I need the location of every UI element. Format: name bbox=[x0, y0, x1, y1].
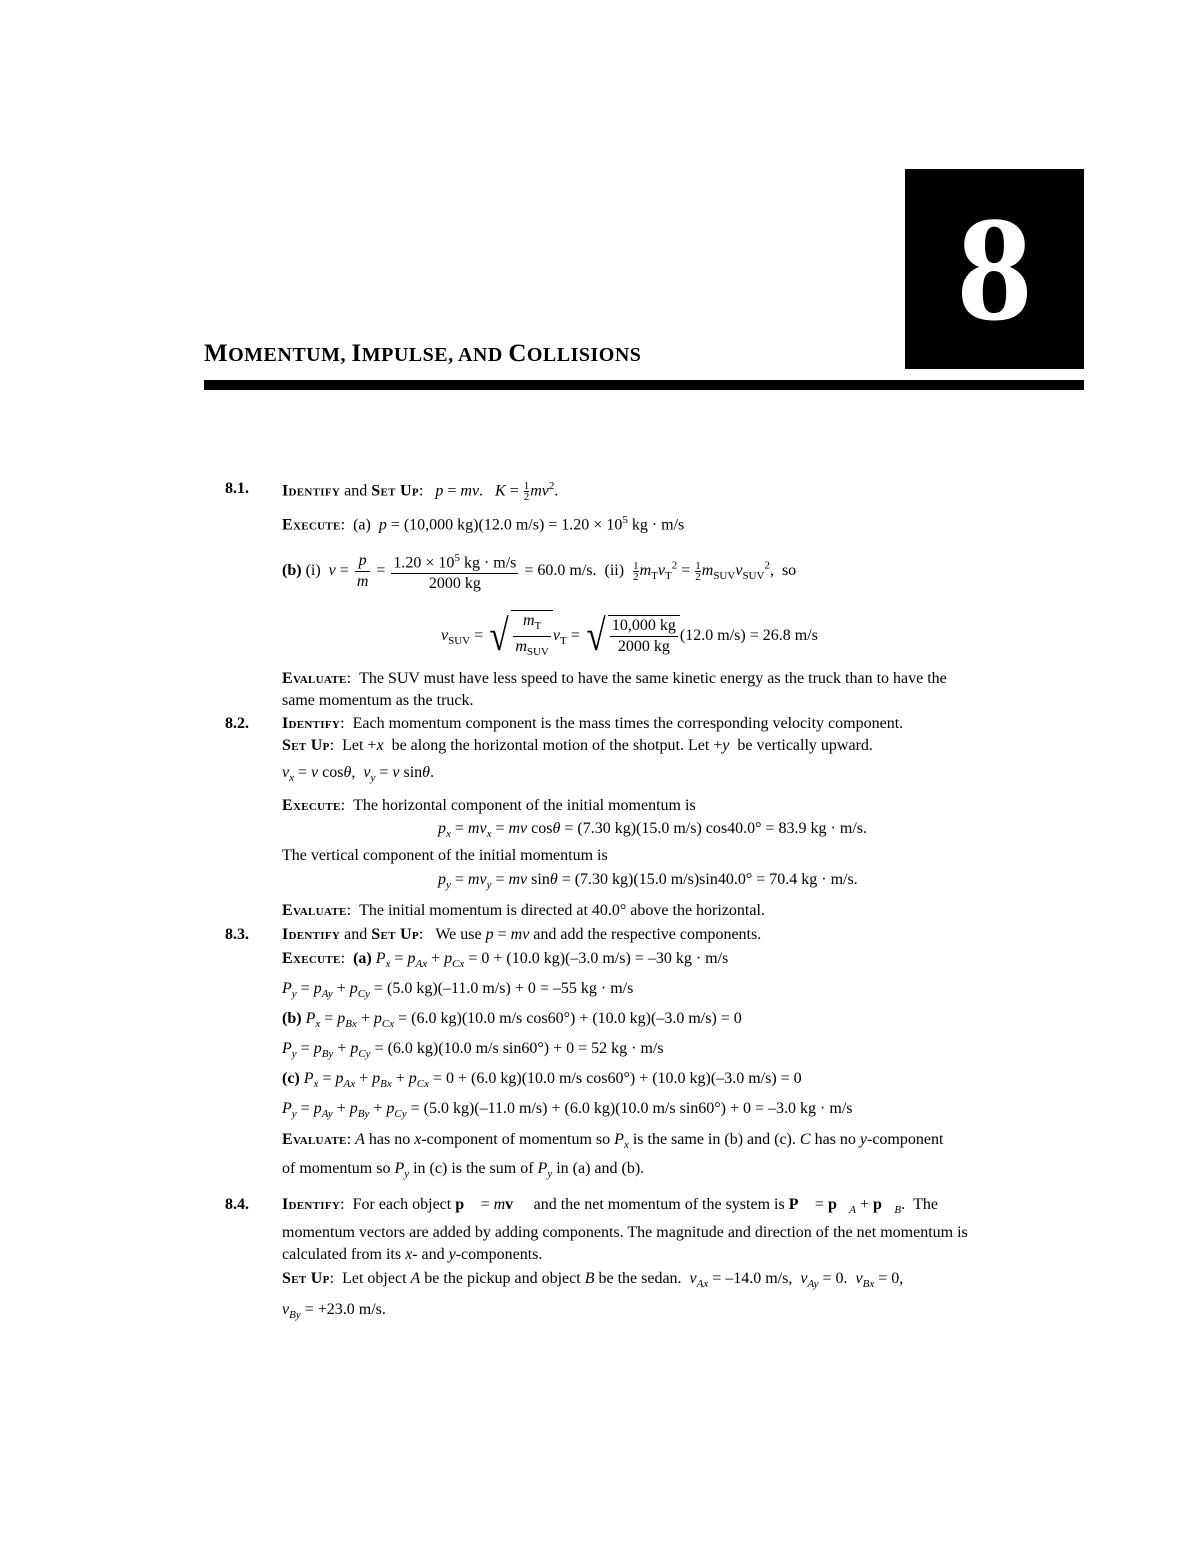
solution-line: Identify: For each object p⃗ = mv⃗ and the net momentum of the system is P⃗ = $p⃗_A$ + $p⃗_B$. The bbox=[282, 1196, 938, 1217]
solution-line: $v_x = v$ cosθ, $v_y = v$ sinθ. bbox=[282, 764, 434, 785]
solution-line: $P_y = p_{Ay} + p_{By} + p_{Cy} = (5.0$ kg)(–11.0 m/s) + (6.0 kg)(10.0 m/s sin60°) + 0 = –3.0 kg · m/s bbox=[282, 1100, 853, 1121]
solution-line: The vertical component of the initial momentum is bbox=[282, 847, 608, 864]
solution-line: $p_x = mv_x$ = mv cosθ = (7.30 kg)(15.0 m/s) cos40.0° = 83.9 kg · m/s. bbox=[438, 820, 867, 841]
solution-line: Execute: (a) $P_x = p_{Ax} + p_{Cx} = 0 + (10.0$ kg)(–3.0 m/s) = –30 kg · m/s bbox=[282, 950, 729, 971]
solution-line: Execute: The horizontal component of the initial momentum is bbox=[282, 797, 696, 814]
solution-line: Identify and Set Up: We use p = mv and add the respective components. bbox=[282, 926, 762, 943]
solution-line: (c) $P_x = p_{Ax} + p_{Bx} + p_{Cx} = 0 + (6.0$ kg)(10.0 m/s cos60°) + (10.0 kg)(–3.0 m/s) = 0 bbox=[282, 1070, 802, 1091]
solution-line: Evaluate: The initial momentum is directed at 40.0° above the horizontal. bbox=[282, 902, 765, 919]
solution-line: (b) $P_x = p_{Bx} + p_{Cx} = (6.0$ kg)(10.0 m/s cos60°) + (10.0 kg)(–3.0 m/s) = 0 bbox=[282, 1010, 742, 1031]
solution-line: same momentum as the truck. bbox=[282, 692, 474, 709]
chapter-number-box bbox=[905, 169, 1084, 369]
chapter-title-part: MPULSE, AND bbox=[361, 344, 509, 366]
solution-line: Evaluate: The SUV must have less speed to have the same kinetic energy as the truck than to have the bbox=[282, 670, 947, 687]
chapter-title-part: M bbox=[204, 340, 229, 367]
solution-line: Set Up: Let +x be along the horizontal motion of the shotput. Let +y be vertically upward. bbox=[282, 737, 873, 754]
solution-line: Evaluate: A has no x-component of momentum so $P_x$ is the same in (b) and (c). C has no y-component bbox=[282, 1131, 944, 1152]
title-rule bbox=[204, 380, 1084, 390]
solution-line: Identify and Set Up: p = mv. K = $\frac{1}{2}$ $mv^2$. bbox=[282, 480, 559, 504]
chapter-title-part: C bbox=[508, 340, 527, 367]
solution-line: $v_{SUV}$ = √ $\frac{m_T}{m_{SUV}}$ $v_T$ = √ $\frac{10,000 kg}{2000 kg}$ (12.0 m/s) = 26.8 m/s bbox=[441, 610, 818, 662]
problem-number: 8.1. bbox=[225, 480, 249, 497]
solution-line: $P_y = p_{By} + p_{Cy} = (6.0$ kg)(10.0 m/s sin60°) + 0 = 52 kg · m/s bbox=[282, 1040, 664, 1061]
solution-line: $p_y = mv_y$ = mv sinθ = (7.30 kg)(15.0 m/s)sin40.0° = 70.4 kg · m/s. bbox=[438, 871, 858, 892]
chapter-title-part: I bbox=[351, 340, 362, 367]
solution-line: momentum vectors are added by adding components. The magnitude and direction of the net momentum is bbox=[282, 1224, 968, 1241]
chapter-title bbox=[204, 340, 641, 368]
chapter-title-part: OLLISIONS bbox=[526, 344, 642, 366]
solution-line: $P_y = p_{Ay} + p_{Cy} = (5.0$ kg)(–11.0 m/s) + 0 = –55 kg · m/s bbox=[282, 980, 634, 1001]
problem-number: 8.2. bbox=[225, 715, 249, 732]
chapter-number: 8 bbox=[957, 186, 1032, 352]
solution-line: of momentum so $P_y$ in (c) is the sum of $P_y$ in (a) and (b). bbox=[282, 1160, 645, 1181]
solution-line: Execute: (a) p = (10,000 kg)(12.0 $m/s) = 1.20 \times 10^5$ kg · m/s bbox=[282, 514, 685, 534]
solution-line: Identify: Each momentum component is the mass times the corresponding velocity component. bbox=[282, 715, 904, 732]
problem-number: 8.4. bbox=[225, 1196, 249, 1213]
chapter-title-part: OMENTUM, bbox=[228, 344, 352, 366]
problem-number: 8.3. bbox=[225, 926, 249, 943]
solution-line: Set Up: Let object A be the pickup and object B be the sedan. $v_{Ax} = -14.0$ m/s, $v_{Ay} = 0$. $v_{Bx} = 0$, bbox=[282, 1270, 904, 1291]
solution-line: (b) (i) v = $\frac{p}{m}$ = $\frac{1.20 \times 10^5 kg \cdot m/s}{2000 kg}$ = 60.0 m/s. (ii) $\frac{1}{2}$ $m_Tv_T^2$ = $\frac{1}{2}$ $m_{SUV}v_{SUV}^2$, so bbox=[282, 548, 796, 594]
solution-line: $v_{By} = +23.0$ m/s. bbox=[282, 1301, 386, 1322]
solution-line: calculated from its x- and y-components. bbox=[282, 1246, 543, 1263]
